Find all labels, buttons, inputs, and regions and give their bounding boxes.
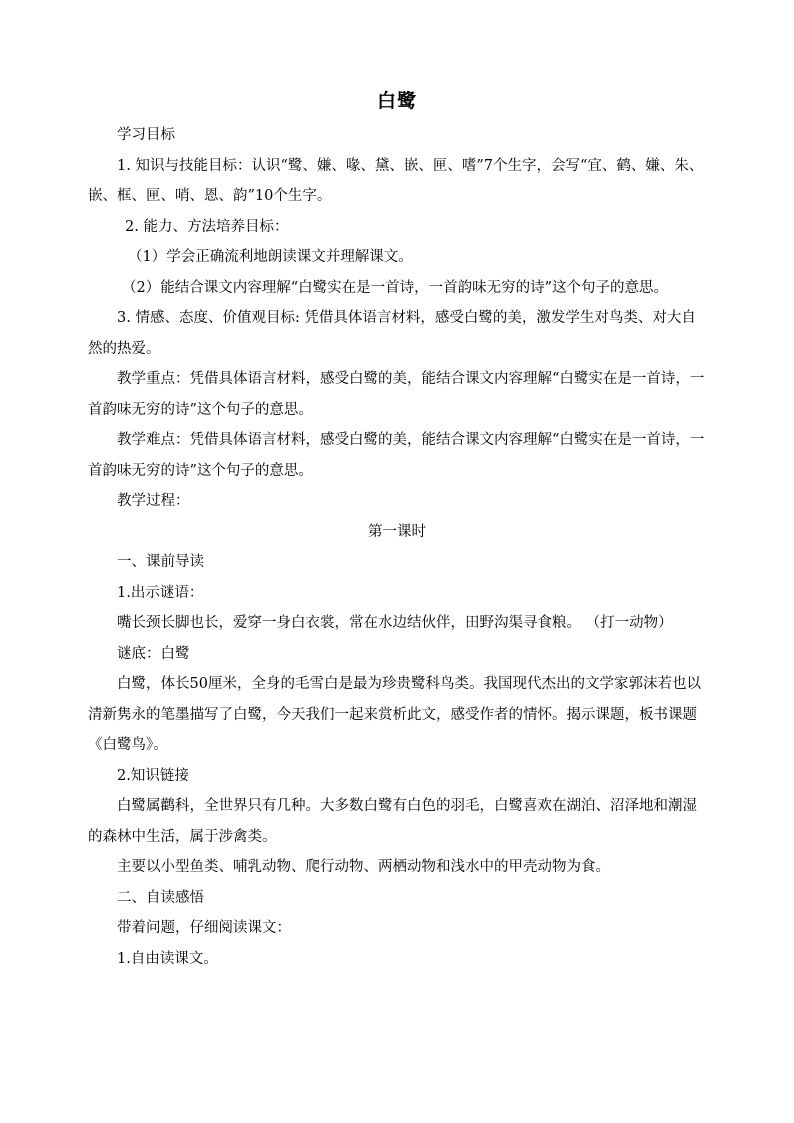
paragraph-ability-1: （1）学会正确流利地朗读课文并理解课文。 bbox=[128, 249, 413, 265]
paragraph-ability-goal: 2. 能力、方法培养目标： bbox=[125, 218, 289, 235]
paragraph-riddle-answer: 谜底：白鹭 bbox=[117, 645, 190, 662]
paragraph-egret-family: 白鹭属鹳科，全世界只有几种。大多数白鹭有白色的羽毛，白鹭喜欢在湖泊、沼泽地和潮湿的森林中生活，属于涉禽类。 bbox=[88, 798, 697, 845]
section-heading-self-reading: 二、自读感悟 bbox=[117, 889, 204, 906]
paragraph-riddle-heading: 1.出示谜语： bbox=[117, 584, 204, 601]
paragraph-difficult-points: 教学难点：凭借具体语言材料，感受白鹭的美，能结合课文内容理解“白鹭实在是一首诗，一首韵味无穷的诗”这个句子的意思。 bbox=[88, 432, 705, 479]
paragraph-ability-2: （2）能结合课文内容理解“白鹭实在是一首诗，一首韵味无穷的诗”这个句子的意思。 bbox=[122, 279, 669, 296]
lesson-heading: 第一课时 bbox=[368, 523, 426, 540]
paragraph-key-points: 教学重点：凭借具体语言材料，感受白鹭的美，能结合课文内容理解“白鹭实在是一首诗，一首韵味无穷的诗”这个句子的意思。 bbox=[88, 371, 705, 418]
section-heading-objectives: 学习目标 bbox=[117, 127, 175, 143]
paragraph-reading-instruction: 带着问题，仔细阅读课文： bbox=[117, 920, 291, 936]
paragraph-riddle: 嘴长颈长脚也长，爱穿一身白衣裳，常在水边结伙伴，田野沟渠寻食粮。 （打一动物） bbox=[117, 615, 673, 631]
paragraph-egret-diet: 主要以小型鱼类、哺乳动物、爬行动物、两栖动物和浅水中的甲壳动物为食。 bbox=[117, 859, 610, 875]
paragraph-knowledge-goal: 1. 知识与技能目标：认识“鹭、嫌、喙、黛、嵌、匣、嗜”7个生字，会写“宜、鹤、嫌、朱、嵌、框、匣、哨、恩、韵”10个生字。 bbox=[88, 157, 704, 204]
document-body bbox=[88, 120, 706, 974]
paragraph-knowledge-link-heading: 2.知识链接 bbox=[117, 767, 189, 784]
paragraph-egret-intro: 白鹭，体长50厘米，全身的毛雪白是最为珍贵鹭科鸟类。我国现代杰出的文学家郭沫若也以清新隽永的笔墨描写了白鹭，今天我们一起来赏析此文，感受作者的情怀。揭示课题，板书课题《白鹭鸟》。 bbox=[88, 676, 701, 753]
section-heading-preview: 一、课前导读 bbox=[117, 554, 204, 570]
paragraph-process-heading: 教学过程： bbox=[117, 493, 190, 509]
paragraph-emotion-goal: 3. 情感、态度、价值观目标: 凭借具体语言材料，感受白鹭的美，激发学生对鸟类、对大自然的热爱。 bbox=[88, 310, 696, 357]
paragraph-free-reading: 1.自由读课文。 bbox=[117, 950, 218, 967]
document-title: 白鹭 bbox=[376, 90, 417, 112]
